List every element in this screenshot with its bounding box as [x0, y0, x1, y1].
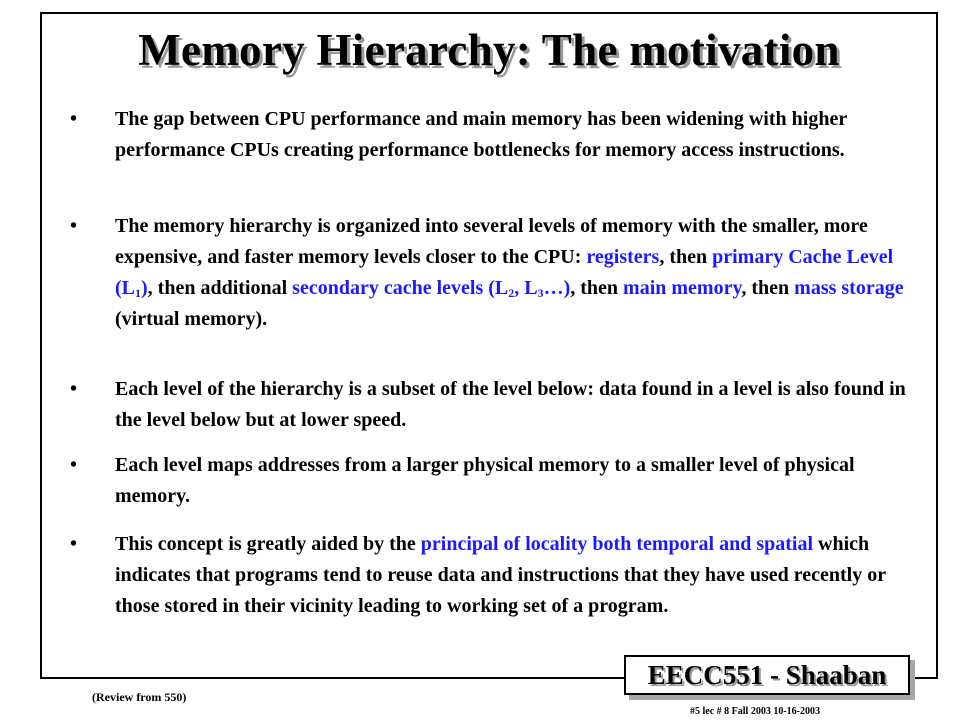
text-run: , then — [570, 277, 624, 299]
brand-box — [624, 655, 910, 695]
footer-info: #5 lec # 8 Fall 2003 10-16-2003 — [690, 706, 820, 717]
registers-term: registers — [586, 246, 660, 268]
bullet-marker: • — [70, 215, 78, 237]
text-run: , then — [659, 246, 713, 268]
text-run: …) — [543, 277, 571, 299]
bullet-text — [115, 211, 915, 335]
bullet-text: The gap between CPU performance and main memory has been widening with higher performance CPUs creating performance bottlenecks for memory access instructions. — [115, 108, 847, 161]
text-run: , then additional — [147, 277, 293, 299]
text-run: This concept is greatly aided by the — [115, 533, 421, 555]
text-run: , L — [514, 277, 538, 299]
bullet-marker: • — [70, 454, 78, 476]
brand-label: EECC551 - Shaaban — [647, 659, 887, 690]
main-memory-term: main memory — [623, 277, 742, 299]
subscript: 1 — [135, 286, 141, 300]
text-run: , then — [741, 277, 795, 299]
mass-storage-term: mass storage — [794, 277, 904, 299]
slide-title: Memory Hierarchy: The motivation — [138, 25, 840, 75]
locality-term: principal of locality both temporal and spatial — [420, 533, 814, 555]
bullet-text: Each level of the hierarchy is a subset of the level below: data found in a level is also found in the level below but at lower speed. — [115, 378, 906, 431]
text-run: secondary cache levels (L — [292, 277, 509, 299]
text-run: which indicates that programs tend to reuse data and instructions that they have used recently or those stored in their vicinity leading to working set of a program. — [115, 533, 886, 617]
subscript: 2 — [508, 286, 515, 300]
subscript: 3 — [537, 286, 544, 300]
bullet-text: Each level maps addresses from a larger physical memory to a smaller level of physical memory. — [115, 454, 855, 507]
bullet-marker: • — [70, 533, 78, 555]
text-run: (virtual memory). — [115, 308, 268, 330]
text-run: primary Cache Level (L — [115, 246, 894, 299]
bullet-marker: • — [70, 108, 78, 130]
bullet-marker: • — [70, 378, 78, 400]
secondary-cache-term — [292, 277, 570, 299]
bullet-text — [115, 529, 915, 622]
text-run: ) — [141, 277, 148, 299]
review-note: (Review from 550) — [92, 690, 187, 704]
text-run: The memory hierarchy is organized into several levels of memory with the smaller, more expensive, and faster memory levels closer to the CPU: — [115, 215, 868, 268]
